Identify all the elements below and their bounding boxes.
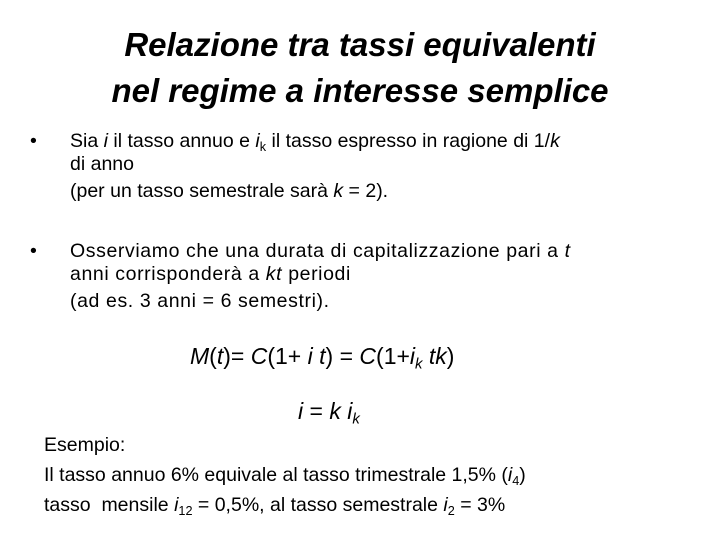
- var-i: i: [307, 343, 313, 369]
- subscript: 4: [512, 473, 520, 488]
- text: = 2).: [343, 180, 389, 202]
- var-i: i: [298, 398, 304, 424]
- equivalence-formula: [298, 397, 360, 428]
- var-k: k: [329, 398, 341, 424]
- text: Sia: [70, 130, 104, 152]
- bullet2-line-1: [70, 240, 690, 263]
- subscript-k: k: [415, 355, 423, 373]
- bullet1-line-3: [70, 180, 690, 203]
- text: periodi: [282, 263, 351, 285]
- bullet-marker: •: [30, 130, 37, 152]
- var-i: i: [174, 494, 179, 516]
- text: )=: [223, 343, 251, 369]
- subscript-k: k: [352, 410, 360, 428]
- bullet-text: [70, 130, 690, 203]
- slide-title: [0, 22, 720, 114]
- bullet-duration: [30, 240, 690, 313]
- var-t: t: [564, 240, 571, 262]
- example-heading: Esempio:: [44, 434, 126, 456]
- var-C: C: [359, 343, 377, 369]
- text: (per un tasso semestrale sarà: [70, 180, 334, 202]
- var-ik: i: [347, 398, 353, 424]
- title-line-1: Relazione tra tassi equivalenti: [124, 26, 596, 63]
- bullet2-line-2: [70, 263, 690, 286]
- text: =: [303, 398, 330, 424]
- text: il tasso annuo e: [107, 130, 256, 152]
- montante-formula: [190, 342, 455, 373]
- subscript: 12: [178, 503, 193, 518]
- var-C: C: [250, 343, 268, 369]
- var-ik: i: [409, 343, 416, 369]
- bullet1-line-2: di anno: [70, 153, 134, 175]
- title-line-2: nel regime a interesse semplice: [111, 72, 609, 109]
- example-block: [44, 430, 526, 520]
- example-line-3: [44, 490, 526, 520]
- example-line-2: [44, 460, 526, 490]
- bullet2-line-3: (ad es. 3 anni = 6 semestri).: [70, 290, 330, 312]
- subscript-k: k: [259, 139, 267, 154]
- bullet-text: [70, 240, 690, 313]
- text: ): [519, 464, 526, 486]
- text: il tasso espresso in ragione di 1/: [266, 130, 551, 152]
- text: ): [446, 343, 455, 369]
- text: (1+: [376, 343, 410, 369]
- var-k: k: [550, 130, 560, 152]
- var-i: i: [103, 130, 108, 152]
- var-k: k: [333, 180, 344, 202]
- var-i: i: [443, 494, 448, 516]
- var-t: t: [319, 343, 326, 369]
- var-kt: kt: [265, 263, 283, 285]
- bullet-rate-definition: [30, 130, 690, 203]
- bullet-marker: •: [30, 240, 37, 262]
- text: = 3%: [454, 494, 506, 516]
- text: = 0,5%, al tasso semestrale: [192, 494, 444, 516]
- text: Il tasso annuo 6% equivale al tasso trimestrale 1,5% (: [44, 464, 508, 486]
- var-M: M: [190, 343, 210, 369]
- text: (1+: [267, 343, 308, 369]
- subscript: 2: [447, 503, 455, 518]
- bullet1-line-1: [70, 130, 690, 153]
- text: anni corrisponderà a: [70, 263, 266, 285]
- text: (: [209, 343, 217, 369]
- text: tasso mensile: [44, 494, 175, 516]
- var-i: i: [507, 464, 513, 486]
- var-tk: tk: [428, 343, 447, 369]
- var-ik: i: [255, 130, 260, 152]
- text: Osserviamo che una durata di capitalizzazione pari a: [70, 240, 565, 262]
- text: ) =: [325, 343, 360, 369]
- var-t: t: [216, 343, 224, 369]
